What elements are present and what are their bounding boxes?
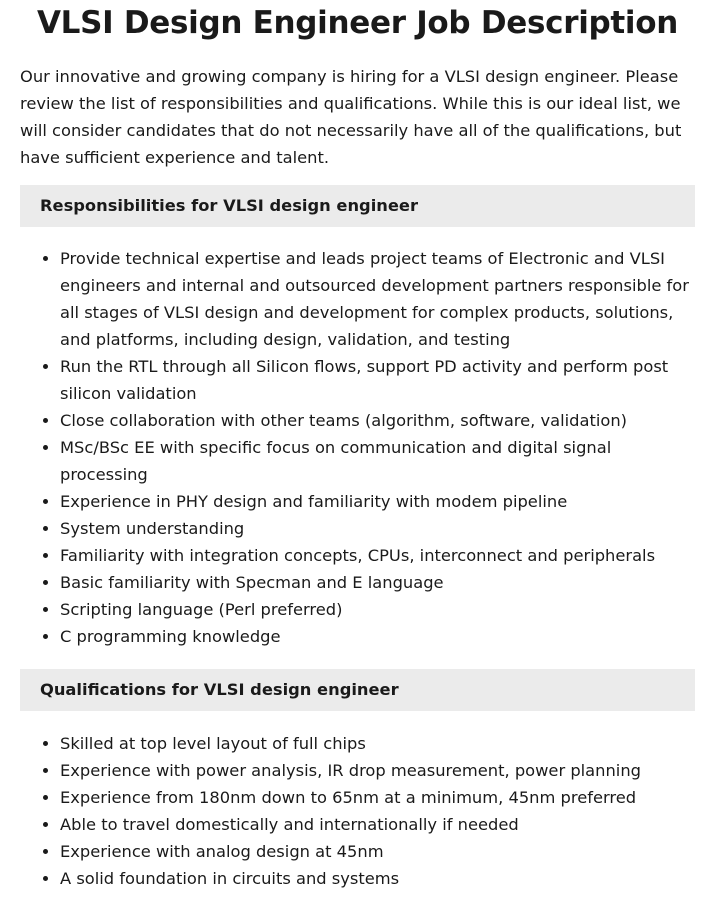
intro-paragraph: Our innovative and growing company is hiring for a VLSI design engineer. Please review the list of responsibilities and qualifications. While this is our ideal list, we will consider candidates that do not necessarily have all of the qualifications, but have sufficient experience and talent. xyxy=(20,67,682,167)
list-item: • Provide technical expertise and leads project teams of Electronic and VLSI engineers and internal and outsourced development partners responsible for all stages of VLSI design and development for complex products, solutions, and platforms, including design, validation, and testing xyxy=(60,245,695,353)
responsibilities-heading: Responsibilities for VLSI design engineer xyxy=(20,185,695,227)
list-item: • Experience from 180nm down to 65nm at a minimum, 45nm preferred xyxy=(60,784,695,811)
list-item: • Basic familiarity with Specman and E language xyxy=(60,569,695,596)
list-item: • Skilled at top level layout of full chips xyxy=(60,730,695,757)
list-item: • System understanding xyxy=(60,515,695,542)
list-item: • A solid foundation in circuits and systems xyxy=(60,865,695,892)
list-item: • Run the RTL through all Silicon flows, support PD activity and perform post silicon validation xyxy=(60,353,695,407)
list-item: • Able to travel domestically and internationally if needed xyxy=(60,811,695,838)
page-title: VLSI Design Engineer Job Description xyxy=(36,5,679,41)
list-item: • MSc/BSc EE with specific focus on communication and digital signal processing xyxy=(60,434,695,488)
list-item: • Familiarity with integration concepts, CPUs, interconnect and peripherals xyxy=(60,542,695,569)
list-item: • Experience in PHY design and familiarity with modem pipeline xyxy=(60,488,695,515)
list-item: • Close collaboration with other teams (algorithm, software, validation) xyxy=(60,407,695,434)
list-item: • Scripting language (Perl preferred) xyxy=(60,596,695,623)
responsibilities-list xyxy=(20,245,695,650)
list-item: • C programming knowledge xyxy=(60,623,695,650)
list-item: • Experience with analog design at 45nm xyxy=(60,838,695,865)
qualifications-list xyxy=(20,730,695,892)
qualifications-heading: Qualifications for VLSI design engineer xyxy=(20,669,695,711)
list-item: • Experience with power analysis, IR drop measurement, power planning xyxy=(60,757,695,784)
